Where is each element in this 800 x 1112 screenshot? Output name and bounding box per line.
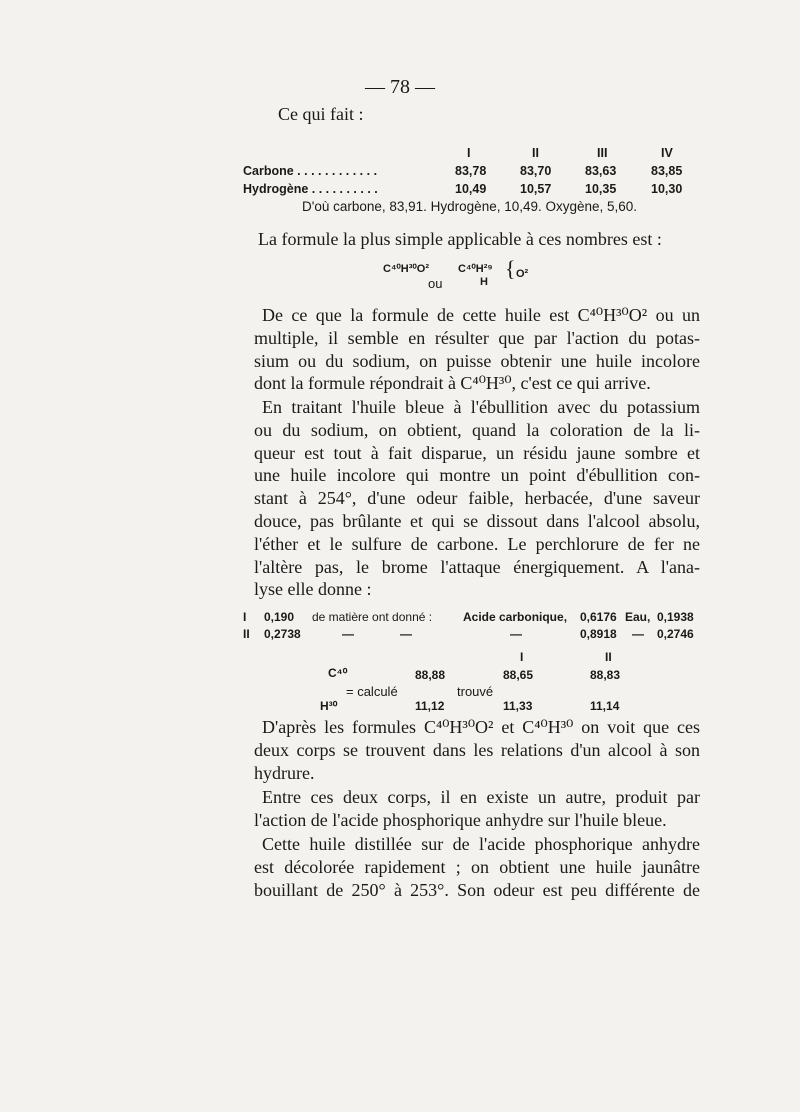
- calc-c: C⁴⁰: [328, 666, 348, 680]
- cell: 10,57: [520, 182, 552, 196]
- brace-icon: {: [505, 256, 516, 281]
- row-label-hydrogene: Hydrogène . . . . . . . . . .: [243, 182, 378, 196]
- col-header: IV: [661, 146, 673, 160]
- paragraph-3: [254, 716, 700, 784]
- text-line: douce, pas brûlante et qui se dissout dans l'alcool absolu,: [254, 510, 700, 531]
- text-line: bouillant de 250° à 253°. Son odeur est peu différente de: [254, 879, 700, 900]
- analysis-weight: 0,2738: [264, 627, 301, 641]
- text-line: dont la formule répondrait à C⁴⁰H³⁰, c'est ce qui arrive.: [254, 373, 651, 394]
- page-number: — 78 —: [365, 76, 435, 98]
- text-line: Cette huile distillée sur de l'acide phosphorique anhydre: [262, 834, 700, 854]
- formula-right-o: O²: [516, 268, 529, 280]
- text-line: multiple, il semble en résulter que par l'action du potas-: [254, 327, 700, 348]
- found-h-2: 11,14: [590, 699, 620, 713]
- cell: 10,35: [585, 182, 617, 196]
- analysis-num: I: [243, 610, 247, 624]
- intro-text: Ce qui fait :: [278, 104, 364, 124]
- text-line: l'action de l'acide phosphorique anhydre sur l'huile bleue.: [254, 809, 667, 830]
- found-h-1: 11,33: [503, 699, 533, 713]
- col-header: II: [605, 650, 612, 664]
- text-line: est décolorée rapidement ; on obtient une huile jaunâtre: [254, 856, 700, 877]
- dash: —: [510, 627, 522, 641]
- cell: 83,70: [520, 164, 552, 178]
- table-summary: D'où carbone, 83,91. Hydrogène, 10,49. Oxygène, 5,60.: [302, 199, 638, 214]
- dash: —: [342, 627, 354, 641]
- formula-right-bottom: H: [480, 276, 488, 288]
- row-label-carbone: Carbone . . . . . . . . . . . .: [243, 164, 378, 178]
- analysis-eau-label: Eau,: [625, 610, 651, 624]
- cell: 83,78: [455, 164, 487, 178]
- text-line: sium ou du sodium, on puisse obtenir une huile incolore: [254, 350, 700, 371]
- found-c-2: 88,83: [590, 668, 621, 682]
- found-label: trouvé: [457, 684, 494, 699]
- paragraph-1: [254, 304, 700, 395]
- text-line: stant à 254°, d'une odeur faible, herbacée, d'une saveur: [254, 488, 700, 509]
- text-line: une huile incolore qui montre un point d'ébullition con-: [254, 465, 700, 486]
- analysis-weight: 0,190: [264, 610, 295, 624]
- text-line: En traitant l'huile bleue à l'ébullition avec du potassium: [262, 397, 700, 417]
- analysis-eau: 0,2746: [657, 627, 694, 641]
- calc-h: H³⁰: [320, 699, 338, 713]
- text-line: deux corps se trouvent dans les relations d'un alcool à son: [254, 739, 700, 760]
- cell: 10,49: [455, 182, 487, 196]
- analysis-acid: 0,8918: [580, 627, 617, 641]
- formula-left: C⁴⁰H³⁰O²: [383, 263, 430, 275]
- paragraph-5: [254, 833, 700, 901]
- col-header: II: [532, 146, 539, 160]
- text-line: ou du sodium, on obtient, quand la coloration de la li-: [254, 419, 700, 440]
- text-line: lyse elle donne :: [254, 579, 372, 600]
- found-c-1: 88,65: [503, 668, 534, 682]
- col-header: I: [520, 650, 524, 664]
- cell: 83,85: [651, 164, 683, 178]
- col-header: III: [597, 146, 608, 160]
- analysis-acid: 0,6176: [580, 610, 617, 624]
- text-line: hydrure.: [254, 762, 315, 783]
- text-line: queur est tout à fait disparue, un résidu jaune sombre et: [254, 442, 700, 463]
- dash: —: [632, 627, 644, 641]
- formula-ou: ou: [428, 276, 443, 291]
- calc-label: = calculé: [346, 684, 398, 699]
- calc-h-value: 11,12: [415, 699, 445, 713]
- calc-c-value: 88,88: [415, 668, 446, 682]
- text-line: l'éther et le sulfure de carbone. Le perchlorure de fer ne: [254, 533, 700, 554]
- formula-intro: La formule la plus simple applicable à ces nombres est :: [258, 229, 662, 249]
- text-line: D'après les formules C⁴⁰H³⁰O² et C⁴⁰H³⁰ on voit que ces: [262, 717, 700, 737]
- cell: 10,30: [651, 182, 683, 196]
- col-header: I: [467, 146, 471, 160]
- paragraph-4: [254, 786, 700, 832]
- analysis-acid-label: Acide carbonique,: [463, 610, 568, 624]
- paragraph-2: [254, 396, 700, 601]
- text-line: De ce que la formule de cette huile est C⁴⁰H³⁰O² ou un: [262, 305, 700, 325]
- analysis-num: II: [243, 627, 250, 641]
- text-line: l'altère pas, le brome l'attaque énergiquement. A l'ana-: [254, 556, 700, 577]
- cell: 83,63: [585, 164, 617, 178]
- text-line: Entre ces deux corps, il en existe un autre, produit par: [262, 787, 700, 807]
- analysis-text: de matière ont donné :: [312, 610, 433, 624]
- analysis-eau: 0,1938: [657, 610, 694, 624]
- formula-right-top: C⁴⁰H²⁹: [458, 263, 493, 275]
- dash: —: [400, 627, 412, 641]
